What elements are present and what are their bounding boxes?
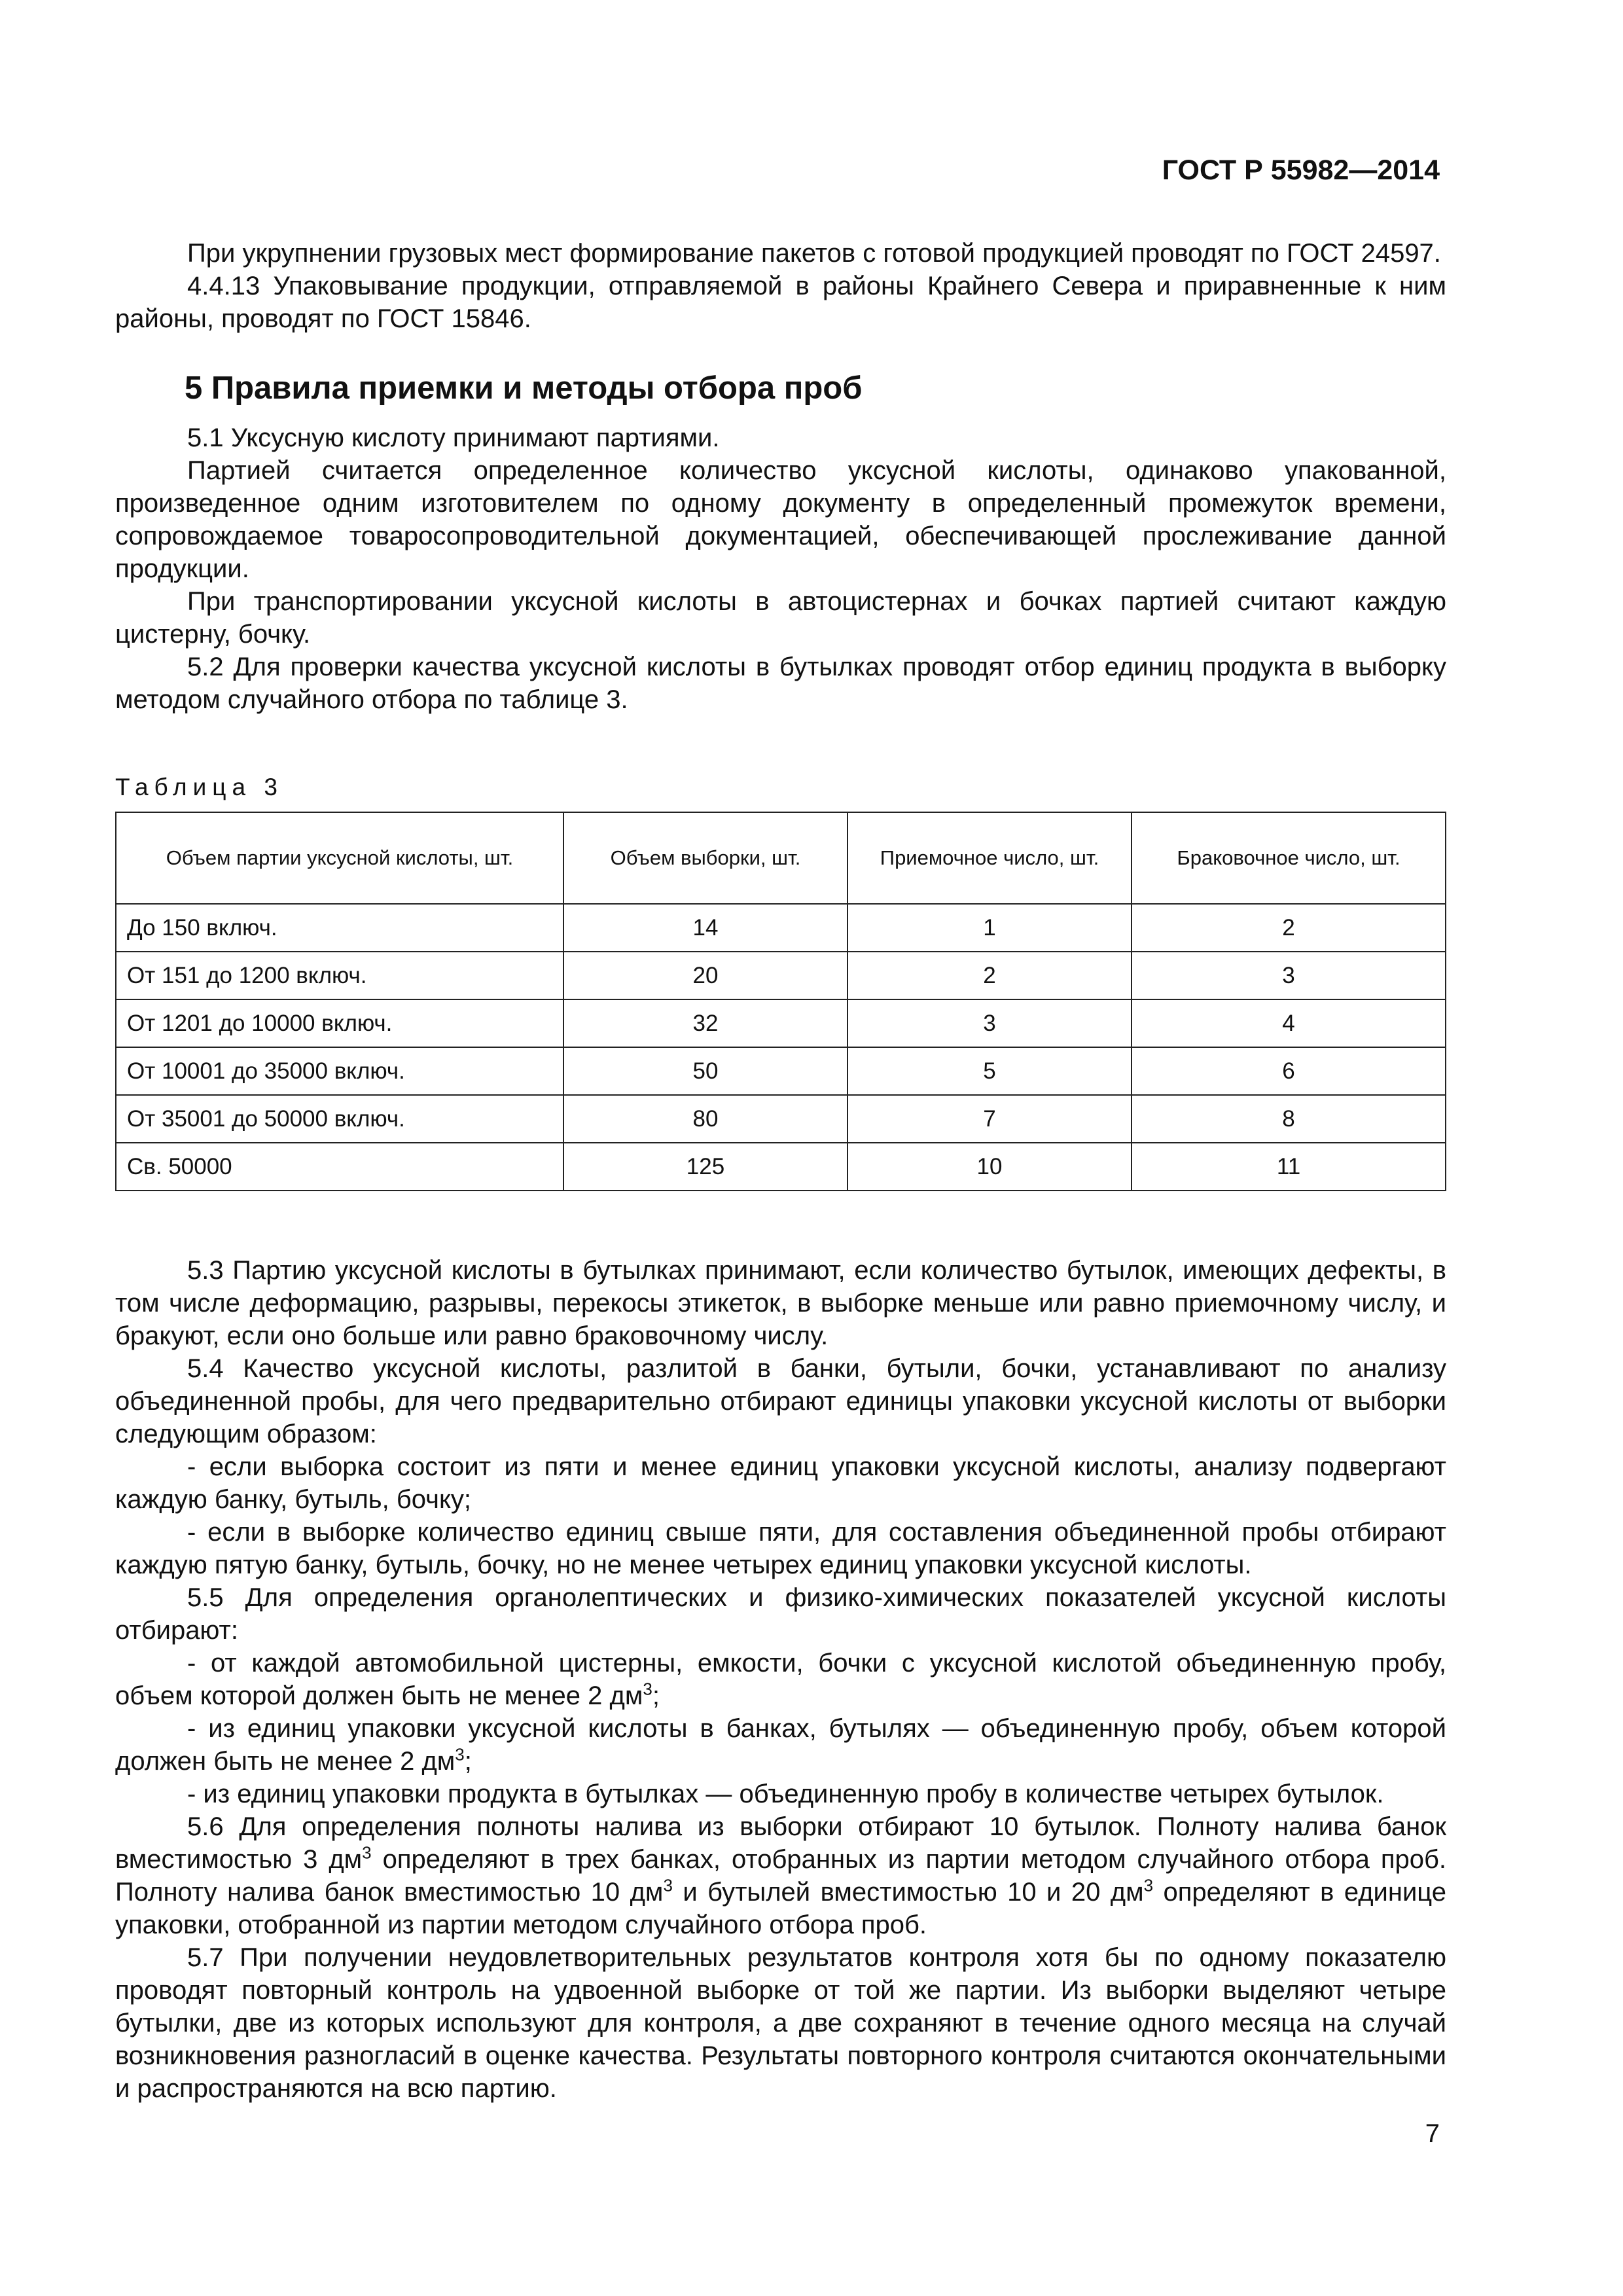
text: ; <box>464 1747 472 1776</box>
table-cell: 50 <box>563 1047 847 1095</box>
table-cell: 20 <box>563 952 847 999</box>
paragraph: - из единиц упаковки продукта в бутылках — объединенную пробу в количестве четырех бутылок. <box>187 1780 1384 1808</box>
paragraph: 5.7 При получении неудовлетворительных результатов контроля хотя бы по одному показателю проводят повторный контроль на удвоенной выборке от той же партии. Из выборки выделяют четыре бутылки, две из которых используют для контроля, а две сохраняют в течение одного месяца на случай возникновения разногласий в оценке качества. Результаты повторного контроля считаются окончательными и распространяются на всю партию. <box>115 1943 1446 2103</box>
paragraph: 5.3 Партию уксусной кислоты в бутылках принимают, если количество бутылок, имеющих дефекты, в том числе деформацию, разрывы, перекосы этикеток, в выборке меньше или равно приемочному числу, и бракуют, если оно больше или равно браковочному числу. <box>115 1256 1446 1350</box>
text: - от каждой автомобильной цистерны, емкости, бочки с уксусной кислотой объединенную пробу, объем которой должен быть не менее 2 дм <box>115 1649 1446 1710</box>
text: ; <box>652 1681 660 1710</box>
page-number: 7 <box>1425 2119 1440 2148</box>
table-row <box>116 904 1446 952</box>
table-cell: От 151 до 1200 включ. <box>116 952 563 999</box>
table-cell: 2 <box>847 952 1132 999</box>
text: и бутылей вместимостью 10 и 20 дм <box>672 1878 1144 1907</box>
document-header: ГОСТ Р 55982—2014 <box>1162 154 1440 186</box>
paragraph: 5.5 Для определения органолептических и физико-химических показателей уксусной кислоты отбирают: <box>115 1583 1446 1645</box>
table-cell: До 150 включ. <box>116 904 563 952</box>
paragraph <box>115 1810 1446 1941</box>
table-row <box>116 952 1446 999</box>
superscript: 3 <box>1143 1875 1154 1895</box>
table-cell: 3 <box>1132 952 1446 999</box>
paragraph <box>115 1647 1446 1712</box>
table-cell: 125 <box>563 1143 847 1191</box>
text: определяют в единице упаковки, отобранной из партии методом случайного отбора проб. <box>115 1878 1447 1939</box>
paragraph: - если в выборке количество единиц свыше пяти, для составления объединенной пробы отбирают каждую пятую банку, бутыль, бочку, но не менее четырех единиц упаковки уксусной кислоты. <box>115 1518 1446 1579</box>
document-body <box>115 237 1446 2105</box>
column-header: Объем партии уксусной кислоты, шт. <box>116 812 563 904</box>
table-cell: 2 <box>1132 904 1446 952</box>
table-cell: 11 <box>1132 1143 1446 1191</box>
table-row <box>116 1095 1446 1143</box>
table-cell: 4 <box>1132 999 1446 1047</box>
column-header: Объем выборки, шт. <box>563 812 847 904</box>
table-row <box>116 1047 1446 1095</box>
table-cell: 5 <box>847 1047 1132 1095</box>
table-cell: От 10001 до 35000 включ. <box>116 1047 563 1095</box>
table-cell: 8 <box>1132 1095 1446 1143</box>
table-row <box>116 999 1446 1047</box>
table-cell: Св. 50000 <box>116 1143 563 1191</box>
superscript: 3 <box>455 1744 465 1765</box>
table-cell: 10 <box>847 1143 1132 1191</box>
section-title: 5 Правила приемки и методы отбора проб <box>185 370 863 406</box>
paragraph: 5.4 Качество уксусной кислоты, разлитой в банки, бутыли, бочки, устанавливают по анализу объединенной пробы, для чего предварительно отбирают единицы упаковки уксусной кислоты от выборки следующим образом: <box>115 1354 1446 1448</box>
column-header: Браковочное число, шт. <box>1132 812 1446 904</box>
paragraph: 4.4.13 Упаковывание продукции, отправляемой в районы Крайнего Севера и приравненные к ним районы, проводят по ГОСТ 15846. <box>115 272 1446 333</box>
paragraph: 5.2 Для проверки качества уксусной кислоты в бутылках проводят отбор единиц продукта в выборку методом случайного отбора по таблице 3. <box>115 653 1446 714</box>
table-cell: 7 <box>847 1095 1132 1143</box>
table-cell: 3 <box>847 999 1132 1047</box>
superscript: 3 <box>362 1842 372 1863</box>
paragraph <box>115 1712 1446 1778</box>
superscript: 3 <box>643 1679 652 1699</box>
table-cell: От 1201 до 10000 включ. <box>116 999 563 1047</box>
paragraph: При укрупнении грузовых мест формирование пакетов с готовой продукцией проводят по ГОСТ 24597. <box>187 239 1441 268</box>
table-cell: 1 <box>847 904 1132 952</box>
table-cell: 6 <box>1132 1047 1446 1095</box>
paragraph: При транспортировании уксусной кислоты в автоцистернах и бочках партией считают каждую цистерну, бочку. <box>115 587 1446 649</box>
table-cell: От 35001 до 50000 включ. <box>116 1095 563 1143</box>
table-caption: Таблица 3 <box>115 774 283 800</box>
paragraph: - если выборка состоит из пяти и менее единиц упаковки уксусной кислоты, анализу подвергают каждую банку, бутыль, бочку; <box>115 1452 1446 1514</box>
table-header-row <box>116 812 1446 904</box>
table-cell: 80 <box>563 1095 847 1143</box>
table-cell: 32 <box>563 999 847 1047</box>
table-row <box>116 1143 1446 1191</box>
sampling-table <box>115 812 1446 1191</box>
paragraph: 5.1 Уксусную кислоту принимают партиями. <box>187 423 720 452</box>
text: определяют в трех банках, отобранных из партии методом случайного отбора проб. Полноту налива банок вместимостью 10 дм <box>115 1845 1446 1907</box>
table-cell: 14 <box>563 904 847 952</box>
text: - из единиц упаковки уксусной кислоты в банках, бутылях — объединенную пробу, объем которой должен быть не менее 2 дм <box>115 1714 1446 1776</box>
text: 5.6 Для определения полноты налива из выборки отбирают 10 бутылок. Полноту налива банок вместимостью 3 дм <box>115 1812 1446 1874</box>
superscript: 3 <box>663 1875 673 1895</box>
column-header: Приемочное число, шт. <box>847 812 1132 904</box>
paragraph: Партией считается определенное количество уксусной кислоты, одинаково упакованной, произведенное одним изготовителем по одному документу в определенный промежуток времени, сопровождаемое товаросопроводительной документацией, обеспечивающей прослеживание данной продукции. <box>115 456 1446 583</box>
